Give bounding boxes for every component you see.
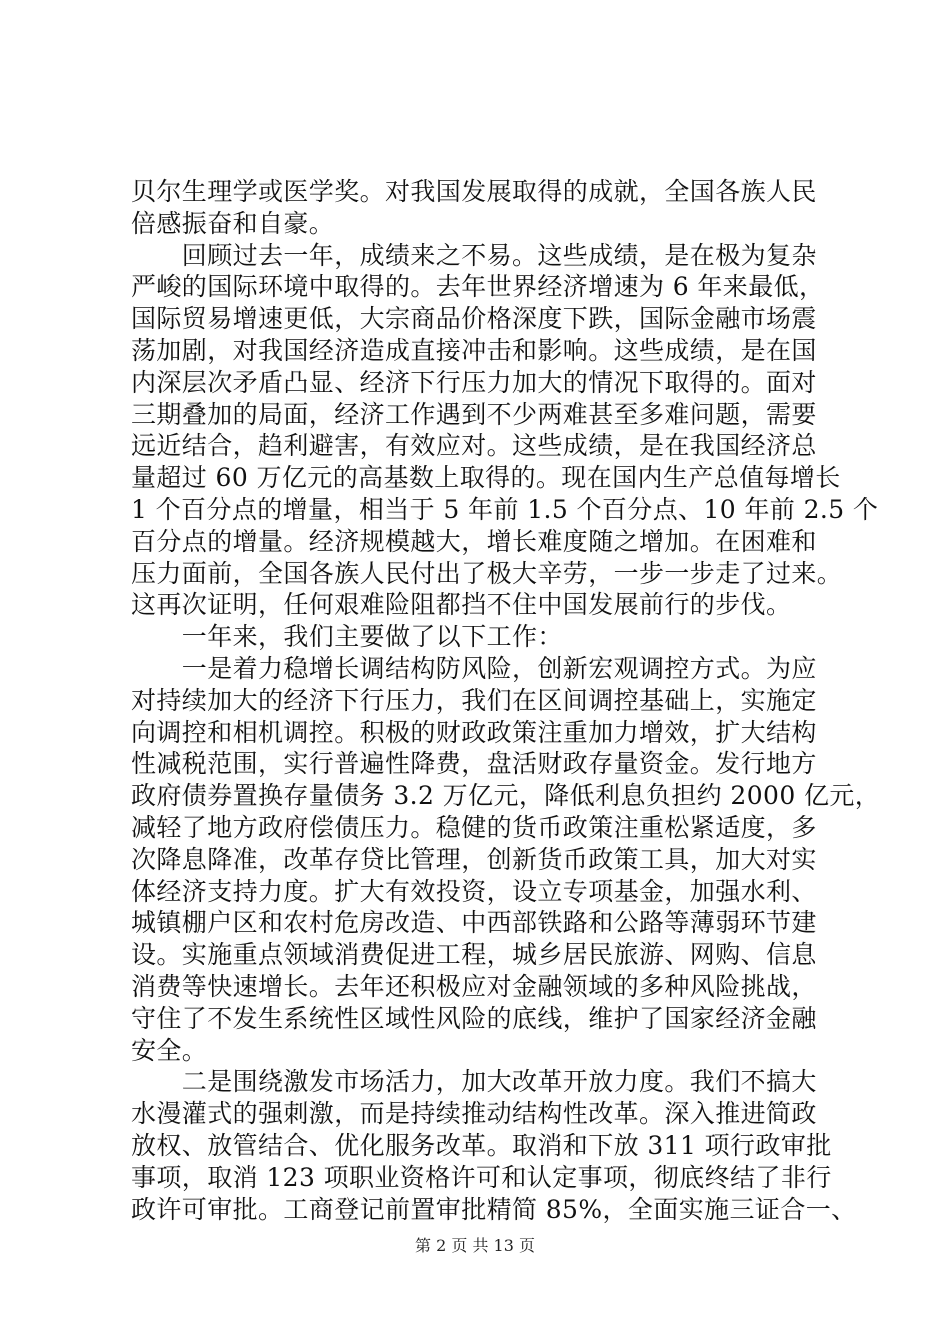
text-line: 倍感振奋和自豪。 bbox=[131, 208, 335, 238]
text-line: 压力面前，全国各族人民付出了极大辛劳，一步一步走了过来。 bbox=[131, 558, 843, 588]
text-line: 政府债券置换存量债务 3.2 万亿元，降低利息负担约 2000 亿元， bbox=[131, 781, 881, 811]
text-line: 放权、放管结合、优化服务改革。取消和下放 311 项行政审批 bbox=[131, 1130, 832, 1160]
text-line: 城镇棚户区和农村危房改造、中西部铁路和公路等薄弱环节建 bbox=[131, 908, 817, 938]
text-line: 一年来，我们主要做了以下工作： bbox=[131, 622, 563, 652]
text-line: 水漫灌式的强刺激，而是持续推动结构性改革。深入推进简政 bbox=[131, 1099, 817, 1129]
text-line: 事项，取消 123 项职业资格许可和认定事项，彻底终结了非行 bbox=[131, 1162, 832, 1192]
text-line: 远近结合，趋利避害，有效应对。这些成绩，是在我国经济总 bbox=[131, 431, 817, 461]
text-line: 对持续加大的经济下行压力，我们在区间调控基础上，实施定 bbox=[131, 685, 817, 715]
text-line: 体经济支持力度。扩大有效投资，设立专项基金，加强水利、 bbox=[131, 876, 817, 906]
text-line: 贝尔生理学或医学奖。对我国发展取得的成就，全国各族人民 bbox=[131, 177, 817, 206]
text-line: 国际贸易增速更低，大宗商品价格深度下跌，国际金融市场震 bbox=[131, 304, 817, 334]
text-line: 荡加剧，对我国经济造成直接冲击和影响。这些成绩，是在国 bbox=[131, 335, 817, 365]
text-line: 二是围绕激发市场活力，加大改革开放力度。我们不搞大 bbox=[131, 1067, 817, 1097]
text-line: 减轻了地方政府偿债压力。稳健的货币政策注重松紧适度，多 bbox=[131, 812, 817, 842]
text-line: 内深层次矛盾凸显、经济下行压力加大的情况下取得的。面对 bbox=[131, 367, 817, 397]
text-line: 政许可审批。工商登记前置审批精简 85%，全面实施三证合一、 bbox=[131, 1194, 857, 1224]
page-footer: 第 2 页 共 13 页 bbox=[415, 1236, 535, 1255]
text-line: 一是着力稳增长调结构防风险，创新宏观调控方式。为应 bbox=[131, 653, 817, 683]
text-line: 消费等快速增长。去年还积极应对金融领域的多种风险挑战， bbox=[131, 971, 817, 1001]
body-text bbox=[131, 176, 881, 1225]
text-line: 三期叠加的局面，经济工作遇到不少两难甚至多难问题，需要 bbox=[131, 399, 817, 429]
text-line: 这再次证明，任何艰难险阻都挡不住中国发展前行的步伐。 bbox=[131, 590, 792, 620]
text-line: 量超过 60 万亿元的高基数上取得的。现在国内生产总值每增长 bbox=[131, 463, 841, 493]
text-line: 设。实施重点领域消费促进工程，城乡居民旅游、网购、信息 bbox=[131, 940, 817, 970]
text-line: 守住了不发生系统性区域性风险的底线，维护了国家经济金融 bbox=[131, 1003, 817, 1033]
text-line: 百分点的增量。经济规模越大，增长难度随之增加。在困难和 bbox=[131, 526, 817, 556]
text-line: 安全。 bbox=[131, 1035, 208, 1065]
text-line: 回顾过去一年，成绩来之不易。这些成绩，是在极为复杂 bbox=[131, 240, 817, 270]
text-line: 性减税范围，实行普遍性降费，盘活财政存量资金。发行地方 bbox=[131, 749, 817, 779]
text-line: 严峻的国际环境中取得的。去年世界经济增速为 6 年来最低， bbox=[131, 272, 825, 302]
text-line: 1 个百分点的增量，相当于 5 年前 1.5 个百分点、10 年前 2.5 个 bbox=[131, 494, 879, 524]
text-line: 向调控和相机调控。积极的财政政策注重加力增效，扩大结构 bbox=[131, 717, 817, 747]
text-line: 次降息降准，改革存贷比管理，创新货币政策工具，加大对实 bbox=[131, 844, 817, 874]
